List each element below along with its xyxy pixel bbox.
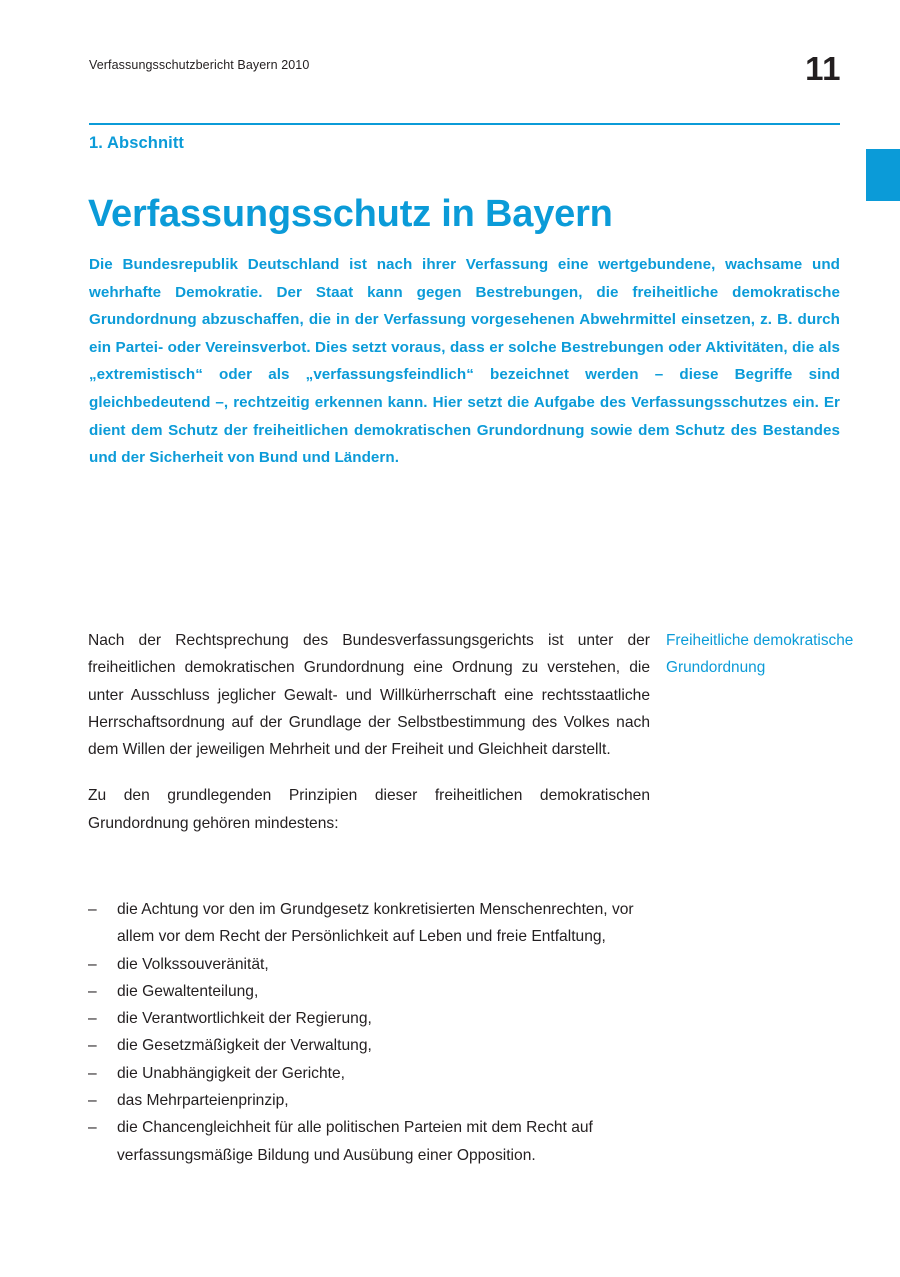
header-divider bbox=[89, 123, 840, 125]
section-tab-marker bbox=[866, 149, 900, 201]
dash-bullet: – bbox=[88, 955, 97, 973]
page-number: 11 bbox=[805, 50, 841, 87]
list-item-label: das Mehrparteienprinzip, bbox=[117, 1092, 289, 1110]
principles-list bbox=[88, 896, 663, 1169]
list-item-label: die Achtung vor den im Grundgesetz konkretisierten Menschenrechten, vor allem vor dem Recht der Persönlichkeit auf Leben und freie Entfaltung, bbox=[117, 901, 634, 946]
list-item bbox=[88, 978, 663, 1005]
list-item-label: die Gesetzmäßigkeit der Verwaltung, bbox=[117, 1037, 372, 1055]
list-item bbox=[88, 896, 663, 951]
list-item bbox=[88, 1114, 663, 1169]
page-title: Verfassungsschutz in Bayern bbox=[88, 193, 613, 236]
list-item bbox=[88, 951, 663, 978]
list-item bbox=[88, 1005, 663, 1032]
body-paragraph-1: Nach der Rechtsprechung des Bundesverfassungsgerichts ist unter der freiheitlichen demokratischen Grundordnung eine Ordnung zu verstehen, die unter Ausschluss jeglicher Gewalt- und Willkürherrschaft eine rechtsstaatliche Herrschaftsordnung auf der Grundlage der Selbstbestimmung des Volkes nach dem Willen der jeweiligen Mehrheit und der Freiheit und Gleichheit darstellt. bbox=[88, 632, 650, 759]
marginal-note: Freiheitliche demokratische Grundordnung bbox=[666, 632, 854, 676]
dash-bullet: – bbox=[88, 1064, 97, 1082]
list-item-label: die Unabhängigkeit der Gerichte, bbox=[117, 1064, 345, 1082]
list-item bbox=[88, 1060, 663, 1087]
dash-bullet: – bbox=[88, 1119, 97, 1137]
list-item bbox=[88, 1087, 663, 1114]
list-item bbox=[88, 1032, 663, 1059]
body-paragraph-2: Zu den grundlegenden Prinzipien dieser freiheitlichen demokratischen Grundordnung gehören mindestens: bbox=[88, 787, 650, 832]
dash-bullet: – bbox=[88, 901, 97, 918]
lead-paragraph: Die Bundesrepublik Deutschland ist nach ihrer Verfassung eine wertgebundene, wachsame und wehrhafte Demokratie. Der Staat kann gegen Bestrebungen, die freiheitliche demokratische Grundordnung abzuschaffen, die in der Verfassung vorgesehenen Abwehrmittel einsetzen, z. B. durch ein Partei- oder Vereinsverbot. Dies setzt voraus, dass er solche Bestrebungen oder Aktivitäten, die als „extremistisch“ oder als „verfassungsfeindlich“ bezeichnet werden – diese Begriffe sind gleichbedeutend –, rechtzeitig erkennen kann. Hier setzt die Aufgabe des Verfassungsschutzes ein. Er dient dem Schutz der freiheitlichen demokratischen Grundordnung sowie dem Schutz des Bestandes und der Sicherheit von Bund und Ländern. bbox=[89, 256, 840, 467]
dash-bullet: – bbox=[88, 1092, 97, 1110]
list-item-label: die Volkssouveränität, bbox=[117, 955, 269, 973]
list-item-label: die Gewaltenteilung, bbox=[117, 982, 259, 1000]
dash-bullet: – bbox=[88, 1037, 97, 1055]
section-label: 1. Abschnitt bbox=[89, 134, 185, 152]
running-head: Verfassungsschutzbericht Bayern 2010 bbox=[89, 58, 310, 72]
list-item-label: die Chancengleichheit für alle politischen Parteien mit dem Recht auf verfassungsmäßige Bildung und Ausübung einer Opposition. bbox=[117, 1119, 593, 1164]
list-item-label: die Verantwortlichkeit der Regierung, bbox=[117, 1010, 372, 1028]
dash-bullet: – bbox=[88, 982, 97, 1000]
body-text bbox=[88, 627, 650, 837]
dash-bullet: – bbox=[88, 1010, 97, 1028]
